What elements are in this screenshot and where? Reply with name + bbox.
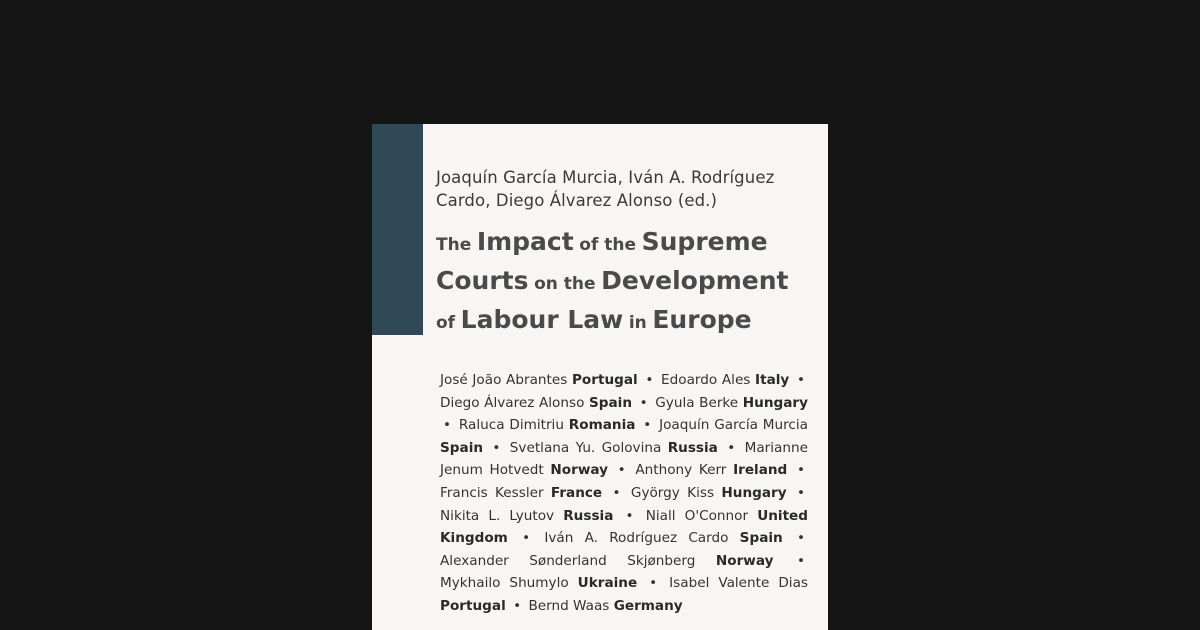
contributor-country: Hungary — [742, 394, 808, 411]
title-word: Impact — [476, 227, 574, 256]
title-line-2 — [436, 263, 826, 302]
contributor-name: Joaquín García Murcia — [659, 417, 808, 434]
title-line-1 — [436, 224, 826, 263]
contributor-name: Raluca Dimitriu — [458, 417, 569, 434]
editors-line-2: Cardo, Diego Álvarez Alonso (ed.) — [436, 191, 718, 210]
title-word: Development — [601, 266, 789, 295]
title-word: The — [436, 235, 472, 255]
contributors-list — [440, 369, 808, 618]
bullet-separator: • — [796, 552, 805, 569]
contributor-name: Mykhailo Shumylo — [440, 575, 578, 592]
contributor-name: Isabel Valente Dias — [669, 575, 808, 592]
bullet-separator: • — [639, 394, 648, 411]
contributor-country: France — [550, 484, 603, 501]
bullet-separator: • — [796, 484, 805, 501]
bullet-separator: • — [443, 417, 452, 434]
title-word: of the — [579, 235, 637, 255]
contributor-name: Alexander Sønderland Skjønberg — [440, 552, 716, 569]
contributor-name: Niall O'Connor — [645, 507, 758, 524]
title-word: in — [628, 313, 647, 333]
bullet-separator: • — [513, 597, 522, 614]
contributor-country: Spain — [739, 530, 783, 547]
bullet-separator: • — [625, 507, 634, 524]
contributor-country: Russia — [667, 439, 718, 456]
bullet-separator: • — [796, 372, 805, 388]
contributor-name: Svetlana Yu. Golovina — [509, 439, 668, 456]
contributor-name: Nikita L. Lyutov — [440, 507, 564, 524]
title-word: Supreme — [641, 227, 768, 256]
bullet-separator: • — [617, 462, 626, 479]
contributor-country: Italy — [755, 372, 790, 388]
contributor-country: United Kingdom — [440, 507, 809, 547]
title-word: Courts — [436, 266, 529, 295]
bullet-separator: • — [492, 439, 501, 456]
contributor-country: Portugal — [440, 597, 506, 614]
bullet-separator: • — [522, 530, 531, 547]
editors — [436, 166, 816, 212]
bullet-separator: • — [612, 484, 621, 501]
contributor-name: Iván A. Rodríguez Cardo — [544, 530, 740, 547]
contributor-name: Bernd Waas — [528, 597, 614, 614]
contributor-country: Romania — [568, 417, 636, 434]
contributor-country: Spain — [440, 439, 484, 456]
bullet-separator: • — [796, 530, 805, 547]
contributor-country: Portugal — [571, 372, 638, 388]
contributor-country: Spain — [588, 394, 633, 411]
bullet-separator: • — [649, 575, 658, 592]
contributor-country: Norway — [550, 462, 609, 479]
bullet-separator: • — [645, 372, 654, 388]
cover-color-band — [372, 124, 423, 335]
editors-line-1: Joaquín García Murcia, Iván A. Rodríguez — [436, 168, 775, 187]
bullet-separator: • — [643, 417, 652, 434]
title-word: of — [436, 313, 456, 333]
bullet-separator: • — [796, 462, 805, 479]
contributor-country: Norway — [715, 552, 774, 569]
contributor-name: Diego Álvarez Alonso — [440, 394, 589, 411]
contributor-name: Francis Kessler — [440, 484, 551, 501]
contributor-name: György Kiss — [630, 484, 722, 501]
title-word: Labour Law — [460, 305, 624, 334]
book-title — [436, 224, 826, 341]
contributor-country: Ireland — [733, 462, 788, 479]
contributor-name: Marianne Jenum Hotvedt — [440, 439, 808, 479]
title-line-3 — [436, 302, 826, 341]
contributor-country: Ukraine — [577, 575, 638, 592]
contributor-name: Edoardo Ales — [661, 372, 756, 388]
contributor-country: Germany — [613, 597, 683, 614]
title-word: on the — [534, 274, 596, 294]
contributor-country: Russia — [563, 507, 614, 524]
book-cover — [372, 124, 828, 630]
bullet-separator: • — [727, 439, 736, 456]
contributor-name: José João Abrantes — [440, 372, 572, 388]
contributor-country: Hungary — [721, 484, 787, 501]
title-word: Europe — [652, 305, 752, 334]
contributor-name: Gyula Berke — [655, 394, 743, 411]
contributor-name: Anthony Kerr — [635, 462, 734, 479]
